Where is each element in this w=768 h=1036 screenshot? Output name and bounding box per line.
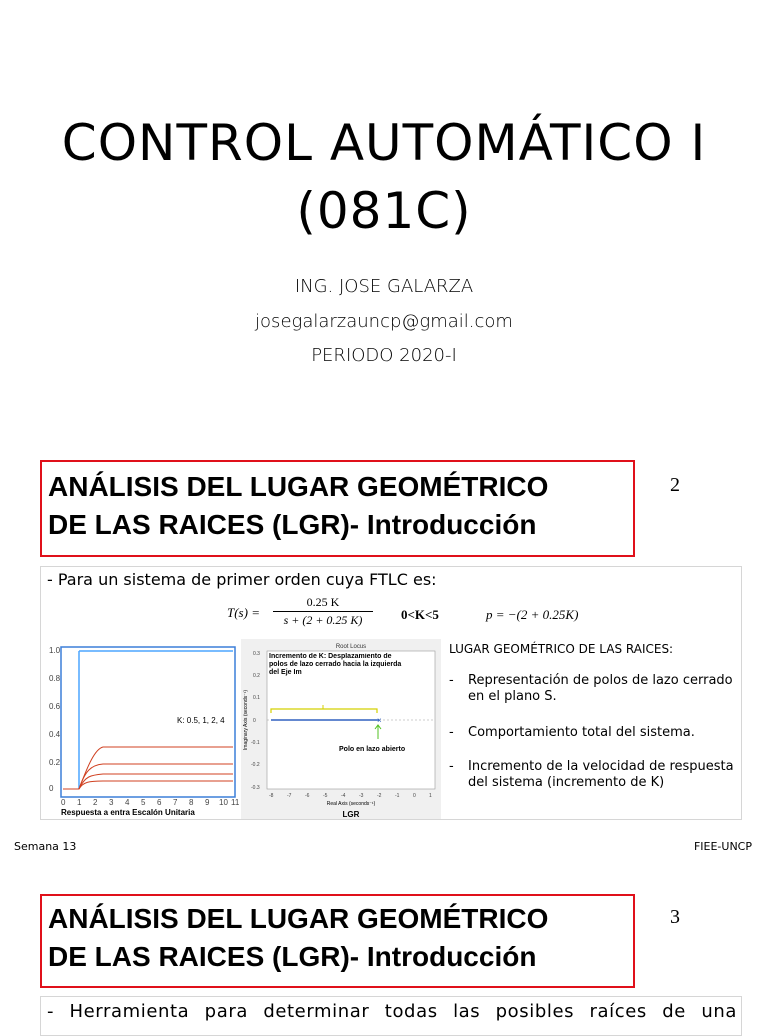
rlocus-xtick: -4 — [341, 793, 346, 799]
rlocus-ytick: -0.1 — [251, 740, 260, 746]
step-ytick: 0 — [49, 784, 54, 793]
rlocus-ytick: -0.2 — [251, 762, 260, 768]
svg-text:×: × — [377, 716, 382, 725]
footer-left: Semana 13 — [14, 840, 77, 853]
eq-denominator: s + (2 + 0.25 K) — [283, 613, 363, 627]
root-locus-plot — [241, 639, 441, 819]
bullet-2: Comportamiento total del sistema. — [468, 725, 695, 740]
rlocus-xtick: 1 — [429, 793, 432, 799]
bullet-1: Representación de polos de lazo cerrado en el plano S. — [468, 673, 733, 704]
slide3-heading-box — [40, 894, 635, 988]
rlocus-xtick: 0 — [413, 793, 416, 799]
eq-fraction — [273, 595, 373, 628]
slide2-intro: - Para un sistema de primer orden cuya FTLC es: — [47, 570, 437, 589]
rlocus-xaxis: Real Axis (seconds⁻¹) — [326, 801, 376, 807]
cover-title-line1: CONTROL AUTOMÁTICO I — [61, 114, 707, 172]
rlocus-ytick: 0 — [253, 718, 256, 724]
slide3-text: - Herramienta para determinar todas las posibles raíces de una — [47, 1001, 737, 1022]
step-xtick: 6 — [157, 798, 162, 807]
rlocus-annotation: Incremento de K: Desplazamiento de polos de lazo cerrado hacia la izquierda del Eje Im — [269, 653, 402, 676]
cover-author: ING. JOSE GALARZA — [294, 276, 474, 297]
cover-email: josegalarzauncp@gmail.com — [255, 311, 513, 332]
step-k-label: K: 0.5, 1, 2, 4 — [177, 716, 225, 725]
rlocus-xtick: -8 — [269, 793, 274, 799]
step-xtick: 3 — [109, 798, 114, 807]
slide3-content-panel — [40, 996, 742, 1036]
step-xtick: 4 — [125, 798, 130, 807]
eq-range: 0<K<5 — [401, 607, 439, 622]
rlocus-xtick: -6 — [305, 793, 310, 799]
rlocus-caption: LGR — [342, 810, 360, 819]
slide2-content-panel — [40, 566, 742, 820]
slide3-page-number: 3 — [670, 906, 680, 928]
rlocus-xtick: -3 — [359, 793, 364, 799]
cover-period: PERIODO 2020-I — [311, 345, 457, 366]
step-ytick: 0.4 — [49, 730, 61, 739]
step-ytick: 0.6 — [49, 702, 61, 711]
slide2-page-number: 2 — [670, 474, 680, 496]
slide2-heading-box — [40, 460, 635, 557]
step-xtick: 7 — [173, 798, 178, 807]
eq-lhs: T(s) = — [227, 605, 260, 620]
rlocus-ytick: 0.2 — [253, 673, 260, 679]
rlocus-xtick: -5 — [323, 793, 328, 799]
step-ytick: 1.0 — [49, 646, 61, 655]
slide2-heading-line1: ANÁLISIS DEL LUGAR GEOMÉTRICO — [48, 471, 549, 502]
rlocus-xtick: -7 — [287, 793, 292, 799]
step-xtick: 11 — [231, 798, 239, 807]
bullet-dash: - — [449, 759, 454, 774]
step-caption: Respuesta a entra Escalón Unitaria — [61, 808, 195, 817]
step-xtick: 1 — [77, 798, 82, 807]
step-xtick: 2 — [93, 798, 98, 807]
rlocus-xtick: -2 — [377, 793, 382, 799]
cover-title-line2: (081C) — [296, 182, 472, 240]
rlocus-ytick: 0.1 — [253, 695, 260, 701]
step-response-plot — [43, 639, 239, 817]
step-xtick: 10 — [219, 798, 228, 807]
eq-pole: p = −(2 + 0.25K) — [486, 607, 579, 622]
bullet-dash: - — [449, 673, 454, 688]
step-xtick: 9 — [205, 798, 210, 807]
step-ytick: 0.2 — [49, 758, 61, 767]
eq-numerator: 0.25 K — [306, 595, 340, 609]
rlocus-title: Root Locus — [335, 644, 367, 650]
step-ytick: 0.8 — [49, 674, 61, 683]
footer-right: FIEE-UNCP — [693, 840, 752, 853]
step-xtick: 8 — [189, 798, 194, 807]
side-title: LUGAR GEOMÉTRICO DE LAS RAICES: — [449, 642, 674, 656]
slide3-heading-line1: ANÁLISIS DEL LUGAR GEOMÉTRICO — [48, 903, 549, 934]
bullet-dash: - — [449, 725, 454, 740]
rlocus-yaxis: Imaginary Axis (seconds⁻¹) — [243, 689, 249, 751]
step-xtick: 5 — [141, 798, 146, 807]
slide2-heading-line2: DE LAS RAICES (LGR)- Introducción — [48, 509, 537, 540]
rlocus-pole-label: Polo en lazo abierto — [339, 746, 406, 753]
step-xtick: 0 — [61, 798, 66, 807]
rlocus-xtick: -1 — [395, 793, 400, 799]
rlocus-ytick: -0.3 — [251, 785, 260, 791]
rlocus-ytick: 0.3 — [253, 651, 260, 657]
slide3-heading-line2: DE LAS RAICES (LGR)- Introducción — [48, 941, 537, 972]
svg-text:K: 0.5, 1, 2, 4 — [177, 716, 225, 725]
bullet-3: Incremento de la velocidad de respuesta del sistema (incremento de K) — [468, 759, 734, 790]
